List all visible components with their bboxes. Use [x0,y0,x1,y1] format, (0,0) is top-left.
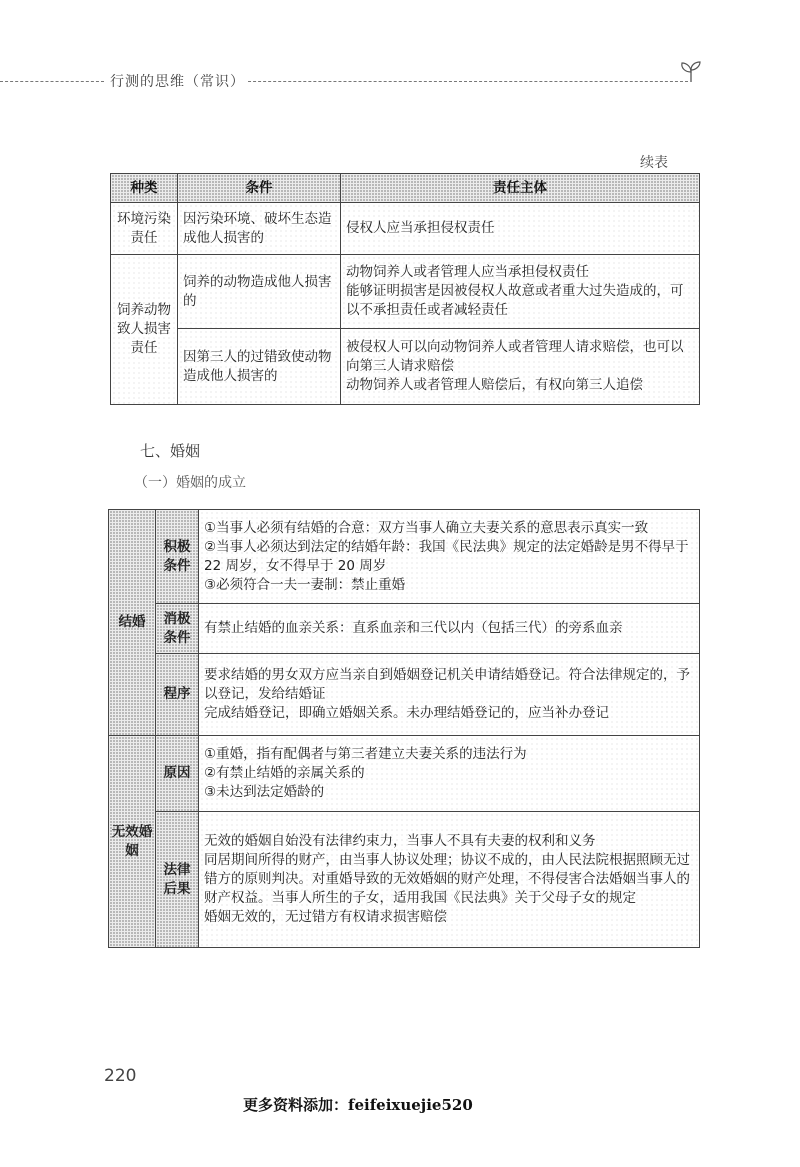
sub-label-procedure: 程序 [156,654,199,736]
sub-label-positive: 积极条件 [156,510,199,604]
responsibility-line: 动物饲养人或者管理人应当承担侵权责任 [346,264,589,280]
content-line: 有禁止结婚的血亲关系：直系血亲和三代以内（包括三代）的旁系血亲 [204,620,623,636]
responsibility-cell [341,255,700,329]
content-line: ②有禁止结婚的亲属关系的 [204,765,365,781]
table-header-row [111,174,700,203]
group-label-marriage: 结婚 [109,510,156,736]
content-line: ③未达到法定婚龄的 [204,784,325,800]
content-line: 无效的婚姻自始没有法律约束力，当事人不具有夫妻的权利和义务 [204,833,596,849]
table-row-environment [111,203,700,255]
content-line: ②当事人必须达到法定的结婚年龄：我国《民法典》规定的法定婚龄是男不得早于 22 周岁，女不得早于 20 周岁 [204,538,689,574]
table-row-positive-conditions [109,510,700,604]
continued-table-label: 续表 [640,155,668,171]
condition-cell: 因污染环境、破坏生态造成他人损害的 [178,203,341,255]
table-row-animal-2 [111,329,700,405]
content-cell [199,736,700,812]
column-header-category: 种类 [111,174,178,203]
sub-label-consequences: 法律后果 [156,812,199,948]
responsibility-line: 能够证明损害是因被侵权人故意或者重大过失造成的，可以不承担责任或者减轻责任 [346,283,684,318]
tort-liability-table [110,173,700,405]
header-rule-right [238,81,688,82]
content-cell [199,654,700,736]
table-row-negative-conditions [109,604,700,654]
content-cell [199,812,700,948]
content-line: 婚姻无效的，无过错方有权请求损害赔偿 [204,909,447,925]
column-header-condition: 条件 [178,174,341,203]
category-cell-animal: 饲养动物致人损害责任 [111,255,178,405]
table-row-legal-consequences [109,812,700,948]
content-cell [199,604,700,654]
content-line: ③必须符合一夫一妻制：禁止重婚 [204,576,406,593]
footer-note: 更多资料添加：feifeixuejie520 [243,1096,473,1114]
table-row-invalid-reasons [109,736,700,812]
page-number: 220 [104,1066,137,1086]
marriage-formation-table [108,509,700,948]
subsection-title: （一）婚姻的成立 [134,475,246,491]
condition-cell: 因第三人的过错致使动物造成他人损害的 [178,329,341,405]
content-line: 同居期间所得的财产，由当事人协议处理；协议不成的，由人民法院根据照顾无过错方的原则判决。对重婚导致的无效婚姻的财产处理，不得侵害合法婚姻当事人的财产权益。当事人所生的子女，适用我国《民法典》关于父母子女的规定 [204,852,690,906]
header-rule-left [0,81,104,82]
section-title: 七、婚姻 [140,442,201,460]
table-row-procedure [109,654,700,736]
responsibility-line: 被侵权人可以向动物饲养人或者管理人请求赔偿，也可以向第三人请求赔偿 [346,339,684,374]
content-line: 完成结婚登记，即确立婚姻关系。未办理结婚登记的，应当补办登记 [204,705,609,721]
content-line: ①重婚，指有配偶者与第三者建立夫妻关系的违法行为 [204,746,527,762]
responsibility-cell [341,329,700,405]
column-header-responsibility: 责任主体 [341,174,700,203]
group-label-invalid-marriage: 无效婚姻 [109,736,156,948]
responsibility-cell: 侵权人应当承担侵权责任 [341,203,700,255]
sub-label-reasons: 原因 [156,736,199,812]
content-line: ①当事人必须有结婚的合意：双方当事人确立夫妻关系的意思表示真实一致 [204,519,649,536]
running-header-title: 行测的思维（常识） [107,71,248,91]
sprout-icon [676,60,706,84]
sub-label-negative: 消极条件 [156,604,199,654]
table-row-animal-1 [111,255,700,329]
category-cell: 环境污染责任 [111,203,178,255]
content-cell [199,510,700,604]
content-line: 要求结婚的男女双方应当亲自到婚姻登记机关申请结婚登记。符合法律规定的，予以登记，发给结婚证 [204,667,690,702]
responsibility-line: 动物饲养人或者管理人赔偿后，有权向第三人追偿 [346,377,643,393]
condition-cell: 饲养的动物造成他人损害的 [178,255,341,329]
